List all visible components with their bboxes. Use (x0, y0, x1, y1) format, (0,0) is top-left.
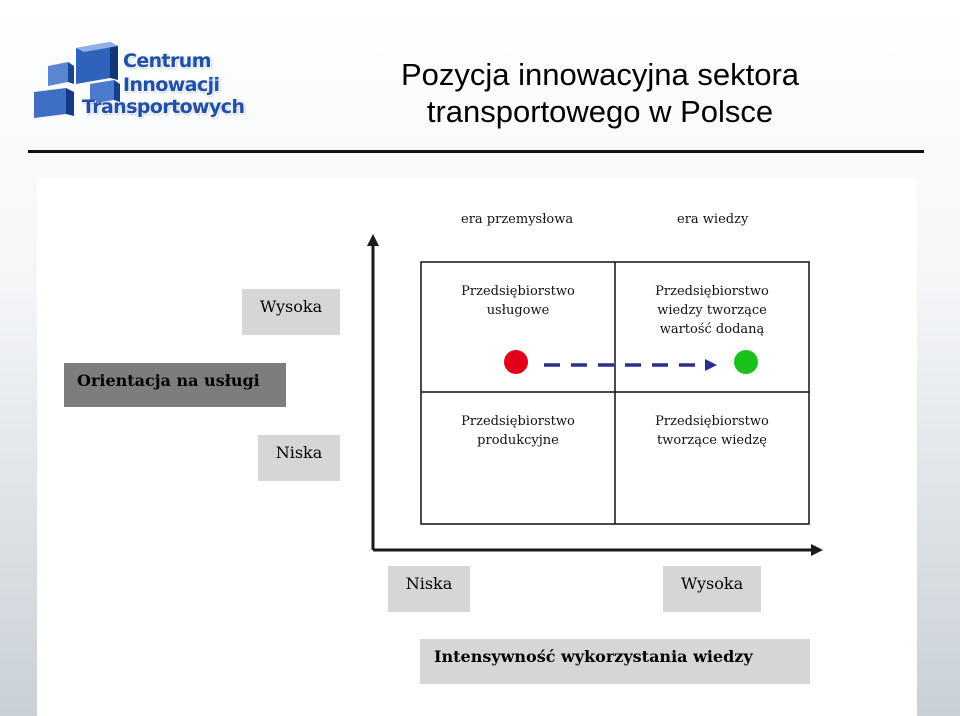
quadrant-text-line: Przedsiębiorstwo (655, 414, 769, 429)
logo (30, 38, 245, 126)
y-axis-low-label: Niska (258, 435, 340, 481)
quadrant-text-line: Przedsiębiorstwo (461, 414, 575, 429)
diagram-panel (37, 178, 917, 716)
x-axis-low-label: Niska (388, 566, 470, 612)
quadrant-text-line: wartość dodaną (659, 322, 765, 337)
y-axis-title: Orientacja na usługi (64, 363, 286, 407)
title-line1: Pozycja innowacyjna sektora (400, 57, 800, 92)
target-position-marker (734, 350, 758, 374)
logo-text-line2: Innowacji (123, 74, 220, 96)
title-divider (28, 150, 924, 153)
current-position-marker (504, 350, 528, 374)
quadrant-top-left-label (423, 282, 613, 320)
era-industrial-label: era przemysłowa (461, 212, 574, 227)
logo-text-line1: Centrum (123, 50, 211, 72)
quadrant-text-line: tworzące wiedzę (657, 433, 767, 448)
page-title (300, 56, 900, 130)
quadrant-text-line: usługowe (486, 303, 550, 318)
quadrant-top-right-label (617, 282, 807, 339)
quadrant-text-line: produkcyjne (477, 433, 559, 448)
quadrant-text-line: Przedsiębiorstwo (655, 284, 769, 299)
quadrant-bottom-right-label (617, 412, 807, 450)
x-axis-title: Intensywność wykorzystania wiedzy (420, 639, 810, 684)
era-knowledge-label: era wiedzy (677, 212, 749, 227)
x-axis-high-label: Wysoka (663, 566, 761, 612)
title-line2: transportowego w Polsce (426, 94, 774, 129)
quadrant-text-line: wiedzy tworzące (657, 303, 767, 318)
quadrant-bottom-left-label (423, 412, 613, 450)
quadrant-text-line: Przedsiębiorstwo (461, 284, 575, 299)
y-axis-high-label: Wysoka (242, 289, 340, 335)
logo-text-line3: Transportowych (82, 96, 245, 118)
